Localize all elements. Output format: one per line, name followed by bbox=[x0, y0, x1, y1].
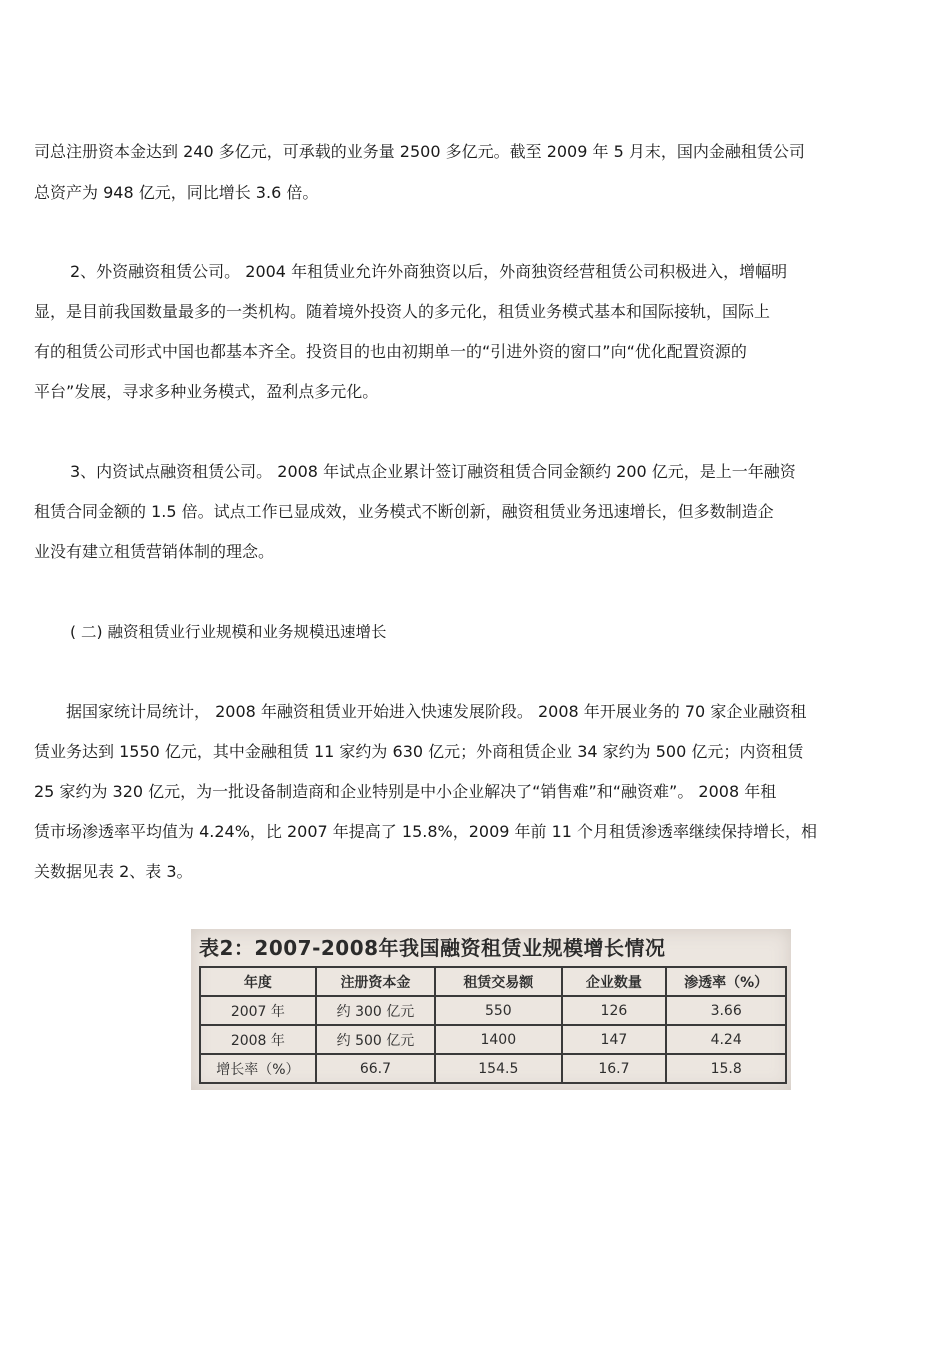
table-cell: 3.66 bbox=[666, 996, 786, 1025]
table-row bbox=[200, 1054, 786, 1083]
table-row bbox=[200, 996, 786, 1025]
paragraph-4-line-3: 25 家约为 320 亿元，为一批设备制造商和企业特别是中小企业解决了“销售难”和“融资难”。 2008 年租 bbox=[34, 782, 777, 801]
paragraph-2-line-2: 显，是目前我国数量最多的一类机构。随着境外投资人的多元化，租赁业务模式基本和国际接轨，国际上 bbox=[34, 302, 771, 321]
table-cell: 66.7 bbox=[316, 1054, 435, 1083]
paragraph-2-line-3: 有的租赁公司形式中国也都基本齐全。投资目的也由初期单一的“引进外资的窗口”向“优化配置资源的 bbox=[34, 342, 747, 361]
table-cell: 550 bbox=[435, 996, 561, 1025]
table-cell: 15.8 bbox=[666, 1054, 786, 1083]
data-table bbox=[199, 966, 787, 1084]
section-heading: ( 二) 融资租赁业行业规模和业务规模迅速增长 bbox=[70, 623, 387, 641]
table-header-row bbox=[200, 967, 786, 996]
paragraph-3-line-1: 3、内资试点融资租赁公司。 2008 年试点企业累计签订融资租赁合同金额约 200 亿元，是上一年融资 bbox=[70, 462, 796, 481]
header-year: 年度 bbox=[200, 967, 316, 996]
paragraph-1-line-1: 司总注册资本金达到 240 多亿元，可承载的业务量 2500 多亿元。截至 2009 年 5 月末，国内金融租赁公司 bbox=[34, 142, 805, 161]
table-cell: 2008 年 bbox=[200, 1025, 316, 1054]
table-cell: 增长率（%） bbox=[200, 1054, 316, 1083]
paragraph-4-line-5: 关数据见表 2、表 3。 bbox=[34, 862, 193, 881]
table-cell: 154.5 bbox=[435, 1054, 561, 1083]
header-registered-capital: 注册资本金 bbox=[316, 967, 435, 996]
table-2-figure bbox=[191, 929, 791, 1090]
paragraph-4-line-2: 赁业务达到 1550 亿元，其中金融租赁 11 家约为 630 亿元；外商租赁企业 34 家约为 500 亿元；内资租赁 bbox=[34, 742, 804, 761]
paragraph-2-line-1: 2、外资融资租赁公司。 2004 年租赁业允许外商独资以后，外商独资经营租赁公司积极进入，增幅明 bbox=[70, 262, 788, 281]
paragraph-4-line-4: 赁市场渗透率平均值为 4.24%，比 2007 年提高了 15.8%，2009 年前 11 个月租赁渗透率继续保持增长，相 bbox=[34, 822, 818, 841]
header-lease-volume: 租赁交易额 bbox=[435, 967, 561, 996]
paragraph-4-line-1: 据国家统计局统计， 2008 年融资租赁业开始进入快速发展阶段。 2008 年开展业务的 70 家企业融资租 bbox=[66, 702, 807, 721]
header-penetration-rate: 渗透率（%） bbox=[666, 967, 786, 996]
table-cell: 约 300 亿元 bbox=[316, 996, 435, 1025]
table-cell: 1400 bbox=[435, 1025, 561, 1054]
paragraph-1-line-2: 总资产为 948 亿元，同比增长 3.6 倍。 bbox=[34, 183, 319, 202]
table-cell: 16.7 bbox=[562, 1054, 667, 1083]
table-cell: 约 500 亿元 bbox=[316, 1025, 435, 1054]
table-caption: 表2：2007-2008年我国融资租赁业规模增长情况 bbox=[199, 936, 666, 960]
paragraph-3-line-2: 租赁合同金额的 1.5 倍。试点工作已显成效，业务模式不断创新，融资租赁业务迅速增长，但多数制造企 bbox=[34, 502, 774, 521]
table-cell: 4.24 bbox=[666, 1025, 786, 1054]
paragraph-3-line-3: 业没有建立租赁营销体制的理念。 bbox=[34, 542, 275, 561]
header-company-count: 企业数量 bbox=[562, 967, 667, 996]
paragraph-2-line-4: 平台”发展，寻求多种业务模式，盈利点多元化。 bbox=[34, 382, 379, 401]
table-cell: 126 bbox=[562, 996, 667, 1025]
table-row bbox=[200, 1025, 786, 1054]
table-cell: 2007 年 bbox=[200, 996, 316, 1025]
table-cell: 147 bbox=[562, 1025, 667, 1054]
